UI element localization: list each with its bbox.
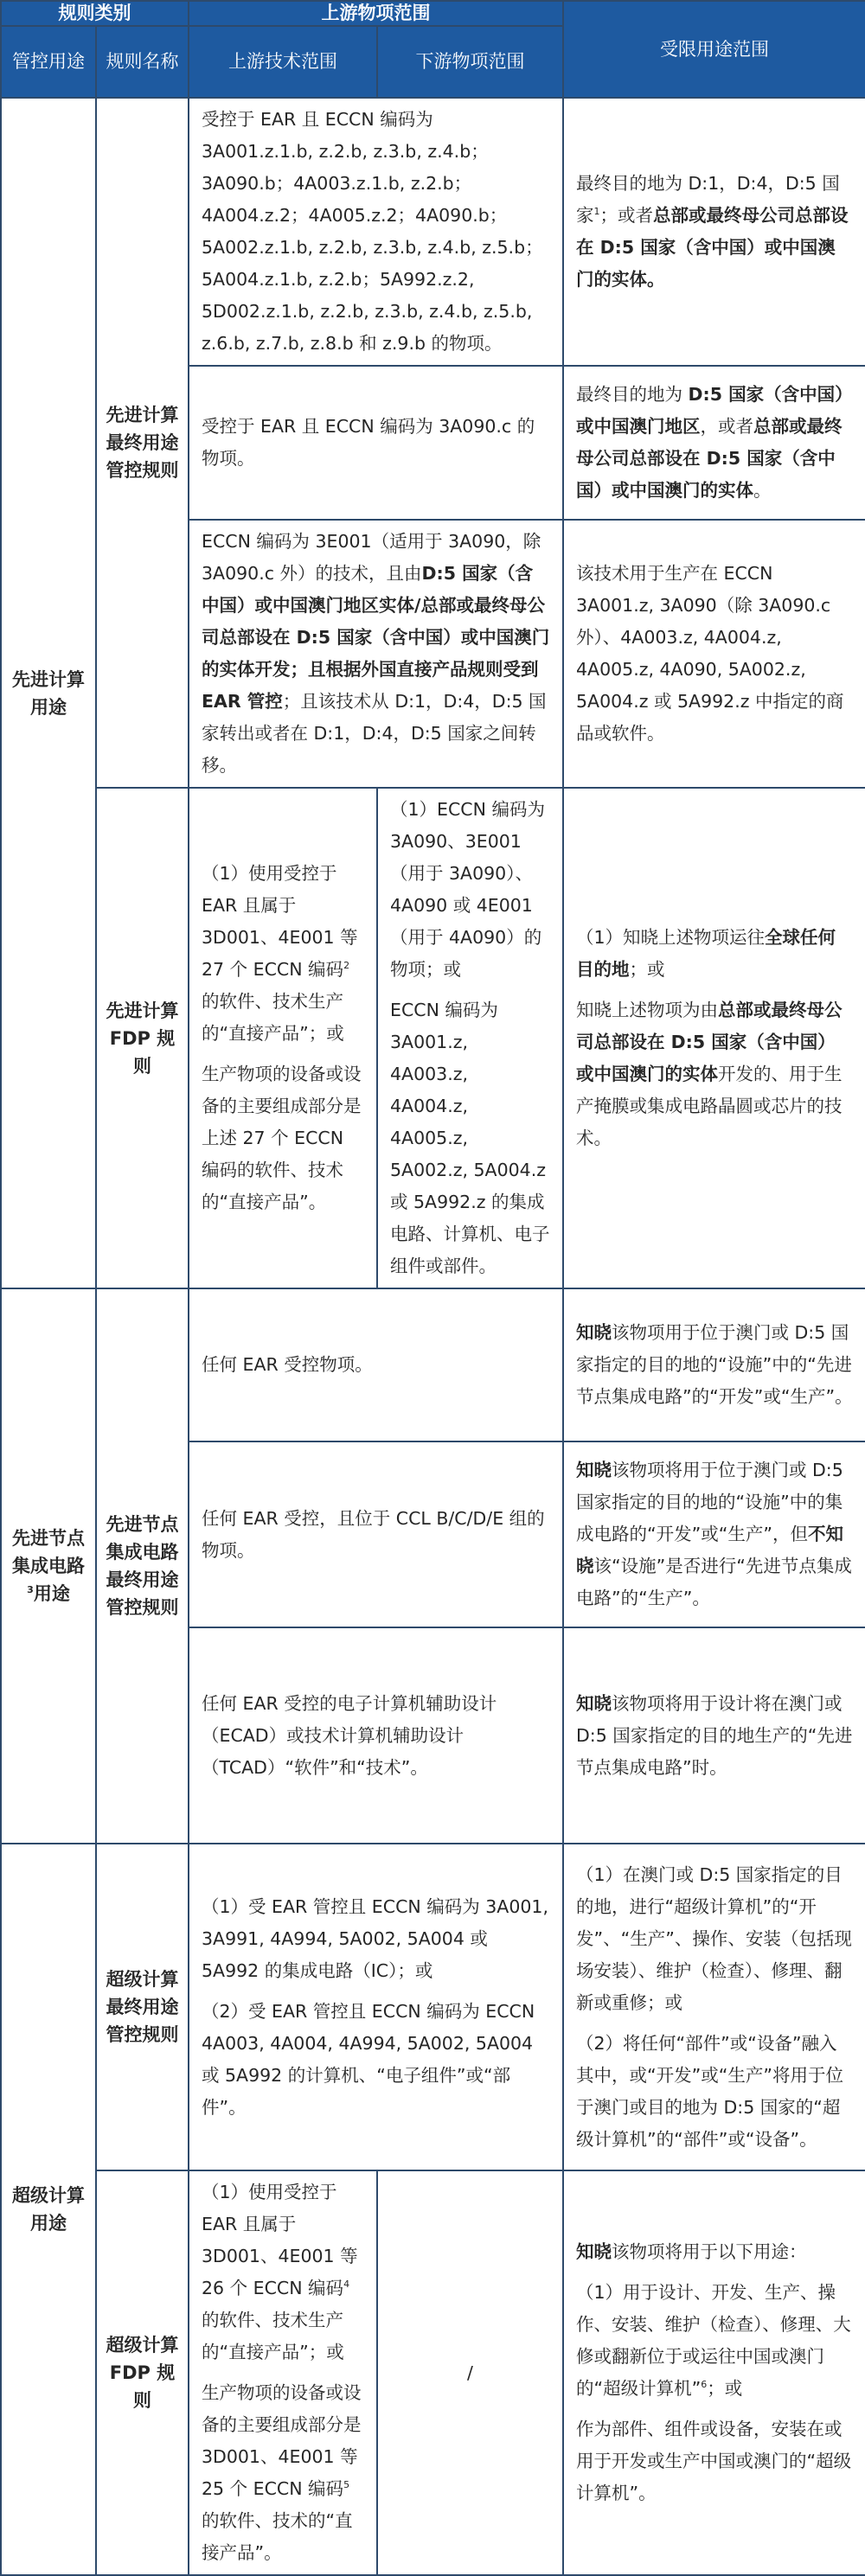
restricted-use-cell: 知晓该物项将用于设计将在澳门或 D:5 国家指定的目的地生产的“先进节点集成电路”时。: [563, 1627, 865, 1844]
rule-name-advanced-computing-end-use: 先进计算最终用途管控规则: [96, 98, 189, 788]
upstream-cell: 任何 EAR 受控，且位于 CCL B/C/D/E 组的物项。: [189, 1441, 563, 1627]
restricted-use-cell: 最终目的地为 D:1，D:4，D:5 国家$^1$；或者总部或最终母公司总部设在 D:5 国家（含中国）或中国澳门的实体。: [563, 98, 865, 366]
downstream-items-cell: （1）ECCN 编码为 3A090、3E001（用于 3A090）、4A090 或 4E001（用于 4A090）的物项；或 ECCN 编码为 3A001.z, 4A003.z, 4A004.z, 4A005.z, 5A002.z, 5A004.z 或 5A992.z 的集成电路、计算机、电子组件或部件。: [377, 788, 563, 1288]
upstream-cell: 任何 EAR 受控的电子计算机辅助设计（ECAD）或技术计算机辅助设计（TCAD）“软件”和“技术”。: [189, 1627, 563, 1844]
header-restricted-scope: 受限用途范围: [563, 1, 865, 98]
header-upstream-tech: 上游技术范围: [189, 26, 377, 98]
rule-name-supercomputing-fdp: 超级计算 FDP 规则: [96, 2170, 189, 2575]
restricted-use-cell: 该技术用于生产在 ECCN 3A001.z, 3A090（除 3A090.c 外）、4A003.z, 4A004.z, 4A005.z, 4A090, 5A002.z, 5A004.z 或 5A992.z 中指定的商品或软件。: [563, 520, 865, 788]
upstream-cell: 任何 EAR 受控物项。: [189, 1288, 563, 1441]
header-upstream-scope: 上游物项范围: [189, 1, 563, 26]
header-control-use: 管控用途: [1, 26, 96, 98]
control-use-advanced-ic: 先进节点集成电路$^3$用途: [1, 1288, 96, 1844]
restricted-use-cell: 知晓该物项用于位于澳门或 D:5 国家指定的目的地的“设施”中的“先进节点集成电路”的“开发”或“生产”。: [563, 1288, 865, 1441]
downstream-items-cell: /: [377, 2170, 563, 2575]
header-downstream-items: 下游物项范围: [377, 26, 563, 98]
restricted-use-cell: 知晓该物项将用于以下用途： （1）用于设计、开发、生产、操作、安装、维护（检查）、修理、大修或翻新位于或运往中国或澳门的“超级计算机”$^6$；或 作为部件、组件或设备，安装在或用于开发或生产中国或澳门的“超级计算机”。: [563, 2170, 865, 2575]
header-rule-type: 规则类别: [1, 1, 189, 26]
restricted-use-cell: 知晓该物项将用于位于澳门或 D:5 国家指定的目的地的“设施”中的集成电路的“开发”或“生产”，但不知晓该“设施”是否进行“先进节点集成电路”的“生产”。: [563, 1441, 865, 1627]
rule-name-advanced-computing-fdp: 先进计算 FDP 规则: [96, 788, 189, 1288]
rule-name-supercomputing-end-use: 超级计算最终用途管控规则: [96, 1844, 189, 2170]
upstream-cell: 受控于 EAR 且 ECCN 编码为 3A001.z.1.b, z.2.b, z.3.b, z.4.b；3A090.b；4A003.z.1.b, z.2.b；4A004.z.2；4A005.z.2；4A090.b；5A002.z.1.b, z.2.b, z.3.b, z.4.b, z.5.b；5A004.z.1.b, z.2.b；5A992.z.2, 5D002.z.1.b, z.2.b, z.3.b, z.4.b, z.5.b, z.6.b, z.7.b, z.8.b 和 z.9.b 的物项。: [189, 98, 563, 366]
rule-name-advanced-ic-end-use: 先进节点集成电路最终用途管控规则: [96, 1288, 189, 1844]
upstream-cell: （1）受 EAR 管控且 ECCN 编码为 3A001, 3A991, 4A994, 5A002, 5A004 或 5A992 的集成电路（IC）；或 （2）受 EAR 管控且 ECCN 编码为 ECCN 4A003, 4A004, 4A994, 5A002, 5A004 或 5A992 的计算机、“电子组件”或“部件”。: [189, 1844, 563, 2170]
upstream-tech-cell: （1）使用受控于 EAR 且属于 3D001、4E001 等 26 个 ECCN 编码$^4$的软件、技术生产的“直接产品”；或 生产物项的设备或设备的主要组成部分是 3D001、4E001 等 25 个 ECCN 编码$^5$的软件、技术的“直接产品”。: [189, 2170, 377, 2575]
header-rule-name: 规则名称: [96, 26, 189, 98]
restricted-use-cell: （1）知晓上述物项运往全球任何目的地；或 知晓上述物项为由总部或最终母公司总部设在 D:5 国家（含中国）或中国澳门的实体开发的、用于生产掩膜或集成电路晶圆或芯片的技术。: [563, 788, 865, 1288]
upstream-cell: 受控于 EAR 且 ECCN 编码为 3A090.c 的物项。: [189, 366, 563, 520]
upstream-tech-cell: （1）使用受控于 EAR 且属于 3D001、4E001 等 27 个 ECCN 编码$^2$的软件、技术生产的“直接产品”；或 生产物项的设备或设备的主要组成部分是上述 27 个 ECCN 编码的软件、技术的“直接产品”。: [189, 788, 377, 1288]
control-use-advanced-computing: 先进计算用途: [1, 98, 96, 1288]
restricted-use-cell: （1）在澳门或 D:5 国家指定的目的地，进行“超级计算机”的“开发”、“生产”、操作、安装（包括现场安装）、维护（检查）、修理、翻新或重修；或 （2）将任何“部件”或“设备”融入其中，或“开发”或“生产”将用于位于澳门或目的地为 D:5 国家的“超级计算机”的“部件”或“设备”。: [563, 1844, 865, 2170]
restricted-use-cell: 最终目的地为 D:5 国家（含中国）或中国澳门地区，或者总部或最终母公司总部设在 D:5 国家（含中国）或中国澳门的实体。: [563, 366, 865, 520]
upstream-cell: ECCN 编码为 3E001（适用于 3A090，除 3A090.c 外）的技术，且由D:5 国家（含中国）或中国澳门地区实体/总部或最终母公司总部设在 D:5 国家（含中国）或中国澳门的实体开发；且根据外国直接产品规则受到 EAR 管控；且该技术从 D:1，D:4，D:5 国家转出或者在 D:1，D:4，D:5 国家之间转移。: [189, 520, 563, 788]
control-use-supercomputing: 超级计算用途: [1, 1844, 96, 2575]
